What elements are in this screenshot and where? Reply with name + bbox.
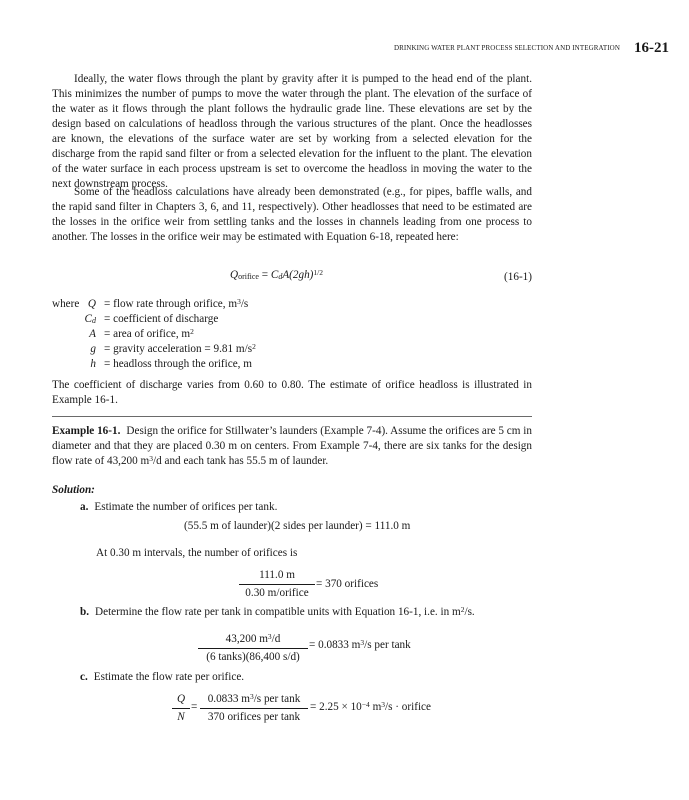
fraction-numerator: 111.0 m: [239, 568, 315, 585]
where-word: where: [52, 298, 80, 310]
example-divider: [52, 416, 532, 417]
step-tail: /s.: [464, 606, 475, 618]
where-symbol: g: [90, 343, 96, 355]
fraction-denominator: 0.30 m/orifice: [245, 587, 309, 599]
fraction-numerator: 43,200 $m^3/d$: [198, 632, 308, 649]
flow-per-tank-result: = 0.0833 $m^3/s$ per tank: [309, 638, 411, 651]
orifice-count-result: = 370 orifices: [316, 578, 379, 590]
where-description: = flow rate through orifice, $m^3/s$: [104, 297, 249, 310]
example-text: Design the orifice for Stillwater’s launders (Example 7-4). Assume the orifices are 5 cm in diameter and that they are placed 0.30 m on centers. From Example 7-4, there are six tanks for the design flow rate of 43,200 m: [52, 425, 533, 467]
step-a: [80, 500, 277, 515]
page-number: 16-21: [634, 40, 669, 56]
paragraph-hydraulic-grade: Ideally, the water flows through the plant by gravity after it is pumped to the head end of the plant. This minimizes the number of pumps to move the water through the plant. The elevation of the surface of the water as it flows through the plant follows the hydraulic grade line. These elevations are set by the design based on calculations of headloss through the various structures of the plant. Once the headlosses are known, the elevations of the surface water are set by working from a selected elevation for the discharge from the rapid sand filter or from a selected elevation for the influent to the plant. The elevation of the water surface in each process upstream is set to overcome the headloss in moving the water to the next downstream process.: [52, 73, 532, 190]
eq-rhs: A(2gh): [282, 269, 314, 281]
orifice-count-fraction: [239, 568, 315, 601]
paragraph-headloss-calcs: Some of the headloss calculations have already been demonstrated (e.g., for pipes, baffle walls, and the rapid sand filter in Chapters 3, 6, and 11, respectively). Other headlosses that need to be estimated are the losses in the orifice weir from settling tanks and the losses in channels leading from one process to another. The losses in the orifice weir may be estimated with Equation 6-18, repeated here:: [52, 186, 532, 243]
step-text: Estimate the flow rate per orifice.: [93, 671, 245, 683]
eq-lhs: Q: [230, 269, 239, 281]
eq-equals: =: [258, 269, 271, 281]
flow-per-tank-fraction: [198, 632, 308, 665]
paragraph-discharge-coefficient: The coefficient of discharge varies from 0.60 to 0.80. The estimate of orifice headloss is illustrated in Example 16-1.: [52, 379, 532, 406]
equals-sign: =: [191, 701, 198, 713]
flow-per-orifice-result: = $2.25 \times 10^{-4}$ $m^3/s$ · orifice: [310, 700, 431, 713]
q-over-n-fraction: [172, 692, 190, 725]
where-symbol: h: [90, 358, 96, 370]
running-title: DRINKING WATER PLANT PROCESS SELECTION AND INTEGRATION: [393, 44, 620, 52]
example-text-tail: /d and each tank has 55.5 m of launder.: [153, 455, 329, 467]
fraction-denominator: (6 tanks)(86,400 s/d): [206, 651, 300, 663]
where-description: = coefficient of discharge: [104, 313, 219, 325]
launder-length-formula: (55.5 m of launder)(2 sides per launder) = 111.0 m: [184, 520, 411, 532]
fraction-numerator: 0.0833 $m^3/s$ per tank: [200, 692, 308, 709]
eq-cd: C: [270, 269, 279, 281]
step-c: [80, 670, 244, 685]
fraction-denominator: N: [177, 711, 185, 723]
where-description: = headloss through the orifice, m: [104, 358, 252, 370]
step-letter: b.: [80, 606, 90, 618]
example-sup: 3: [149, 454, 153, 463]
step-letter: a.: [80, 501, 89, 513]
step-sup: 2: [460, 605, 465, 614]
where-symbol: $C_d$: [84, 313, 96, 325]
equation-number: (16-1): [504, 271, 532, 283]
flow-per-orifice-fraction: [200, 692, 308, 725]
eq-exponent: 1/2: [313, 268, 324, 277]
where-description: = area of orifice, $m^2$: [104, 327, 194, 340]
fraction-denominator: 370 orifices per tank: [207, 711, 301, 723]
where-symbol: Q: [87, 298, 96, 310]
intervals-text: At 0.30 m intervals, the number of orifices is: [96, 547, 298, 559]
eq-lhs-sub: orifice: [238, 272, 259, 281]
example-16-1: [52, 424, 532, 469]
equation-16-1: [52, 268, 532, 284]
step-text: Determine the flow rate per tank in compatible units with Equation 16-1, i.e. in m: [95, 606, 461, 618]
equation-body: [230, 268, 323, 283]
step-text: Estimate the number of orifices per tank.: [94, 501, 278, 513]
step-b: [80, 605, 475, 620]
solution-heading: Solution:: [52, 484, 95, 496]
step-letter: c.: [80, 671, 88, 683]
eq-cd-sub: d: [278, 272, 283, 281]
fraction-numerator: Q: [172, 692, 190, 709]
where-description: = gravity acceleration = 9.81 $m/s^2$: [104, 342, 256, 355]
where-symbol: A: [89, 328, 96, 340]
running-header: [52, 41, 669, 56]
example-label: Example 16-1.: [52, 425, 121, 437]
